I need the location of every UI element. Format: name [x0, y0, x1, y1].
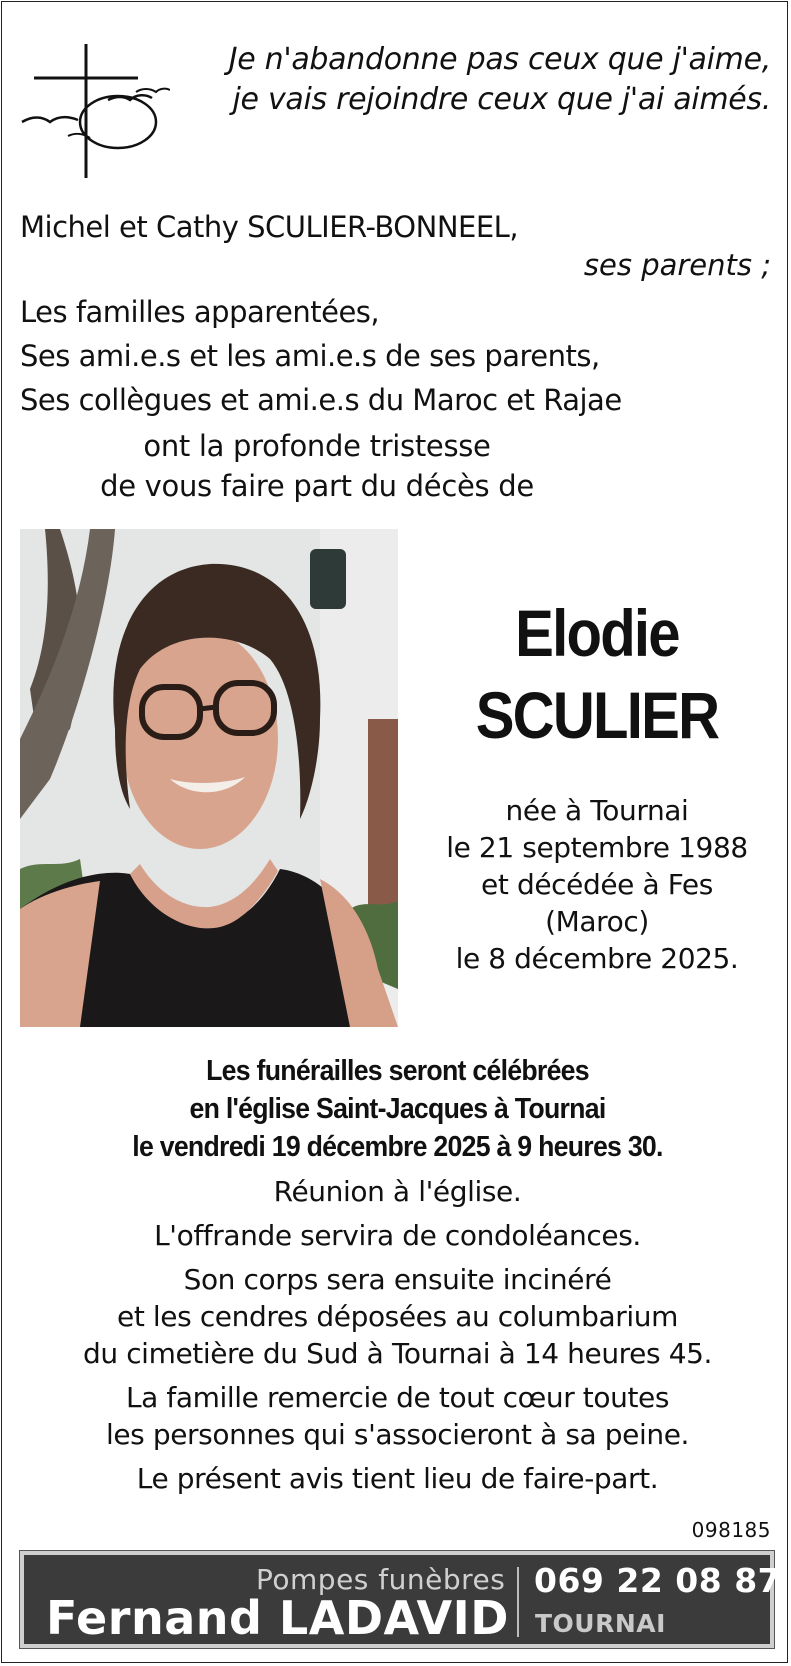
bio-line: (Maroc) — [545, 905, 649, 938]
last-name: SCULIER — [475, 678, 719, 752]
family-line: Ses collègues et ami.e.s du Maroc et Rajae — [20, 383, 622, 417]
cremation-paragraph — [2, 1261, 791, 1372]
parents-role: ses parents ; — [583, 248, 771, 282]
ceremony-line: le vendredi 19 décembre 2025 à 9 heures 30. — [132, 1131, 663, 1163]
epigraph — [211, 40, 771, 120]
announcement — [2, 426, 632, 506]
portrait-photo — [20, 529, 398, 1027]
notice-paragraph — [2, 1460, 791, 1497]
deceased-bio — [402, 792, 791, 977]
funeral-details — [2, 1052, 791, 1497]
reference-number: 098185 — [691, 1518, 771, 1542]
bio-line: née à Tournai — [505, 794, 689, 827]
paragraph-line: Son corps sera ensuite incinéré — [183, 1263, 612, 1296]
paragraph-line: Réunion à l'église. — [273, 1175, 522, 1208]
paragraph-line: La famille remercie de tout cœur toutes — [125, 1381, 670, 1414]
family-line: Les familles apparentées, — [20, 295, 380, 329]
meeting-paragraph — [2, 1173, 791, 1210]
announcement-line: de vous faire part du décès de — [100, 469, 534, 503]
death-notice — [1, 1, 788, 1663]
funeral-home-name: Fernand LADAVID — [46, 1591, 509, 1645]
bio-line: le 21 septembre 1988 — [446, 831, 748, 864]
ceremony-line: Les funérailles seront célébrées — [206, 1055, 589, 1087]
family-list — [20, 290, 622, 422]
funeral-home-banner — [20, 1551, 782, 1648]
paragraph-line: Le présent avis tient lieu de faire-part. — [136, 1462, 659, 1495]
bio-line: et décédée à Fes — [481, 868, 713, 901]
epigraph-line: Je n'abandonne pas ceux que j'aime, — [228, 42, 771, 77]
ceremony-info — [34, 1052, 762, 1166]
offering-paragraph — [2, 1217, 791, 1254]
paragraph-line: les personnes qui s'associeront à sa peine. — [105, 1418, 690, 1451]
paragraph-line: L'offrande servira de condoléances. — [154, 1219, 641, 1252]
ceremony-line: en l'église Saint-Jacques à Tournai — [189, 1093, 606, 1125]
funeral-home-subtitle: Pompes funèbres — [256, 1563, 506, 1596]
funeral-home-phone: 069 22 08 87 — [534, 1561, 782, 1600]
parents-names: Michel et Cathy SCULIER-BONNEEL, — [20, 210, 519, 244]
deceased-name — [425, 592, 768, 756]
bio-line: le 8 décembre 2025. — [455, 942, 739, 975]
first-name: Elodie — [515, 596, 679, 670]
epigraph-line: je vais rejoindre ceux que j'ai aimés. — [232, 82, 771, 117]
family-line: Ses ami.e.s et les ami.e.s de ses parents, — [20, 339, 600, 373]
funeral-home-city: TOURNAI — [535, 1609, 666, 1638]
announcement-line: ont la profonde tristesse — [143, 429, 491, 463]
cross-sun-birds-icon — [20, 40, 170, 190]
banner-divider — [517, 1567, 519, 1637]
thanks-paragraph — [2, 1379, 791, 1453]
paragraph-line: et les cendres déposées au columbarium — [117, 1300, 678, 1333]
paragraph-line: du cimetière du Sud à Tournai à 14 heures 45. — [82, 1337, 713, 1370]
